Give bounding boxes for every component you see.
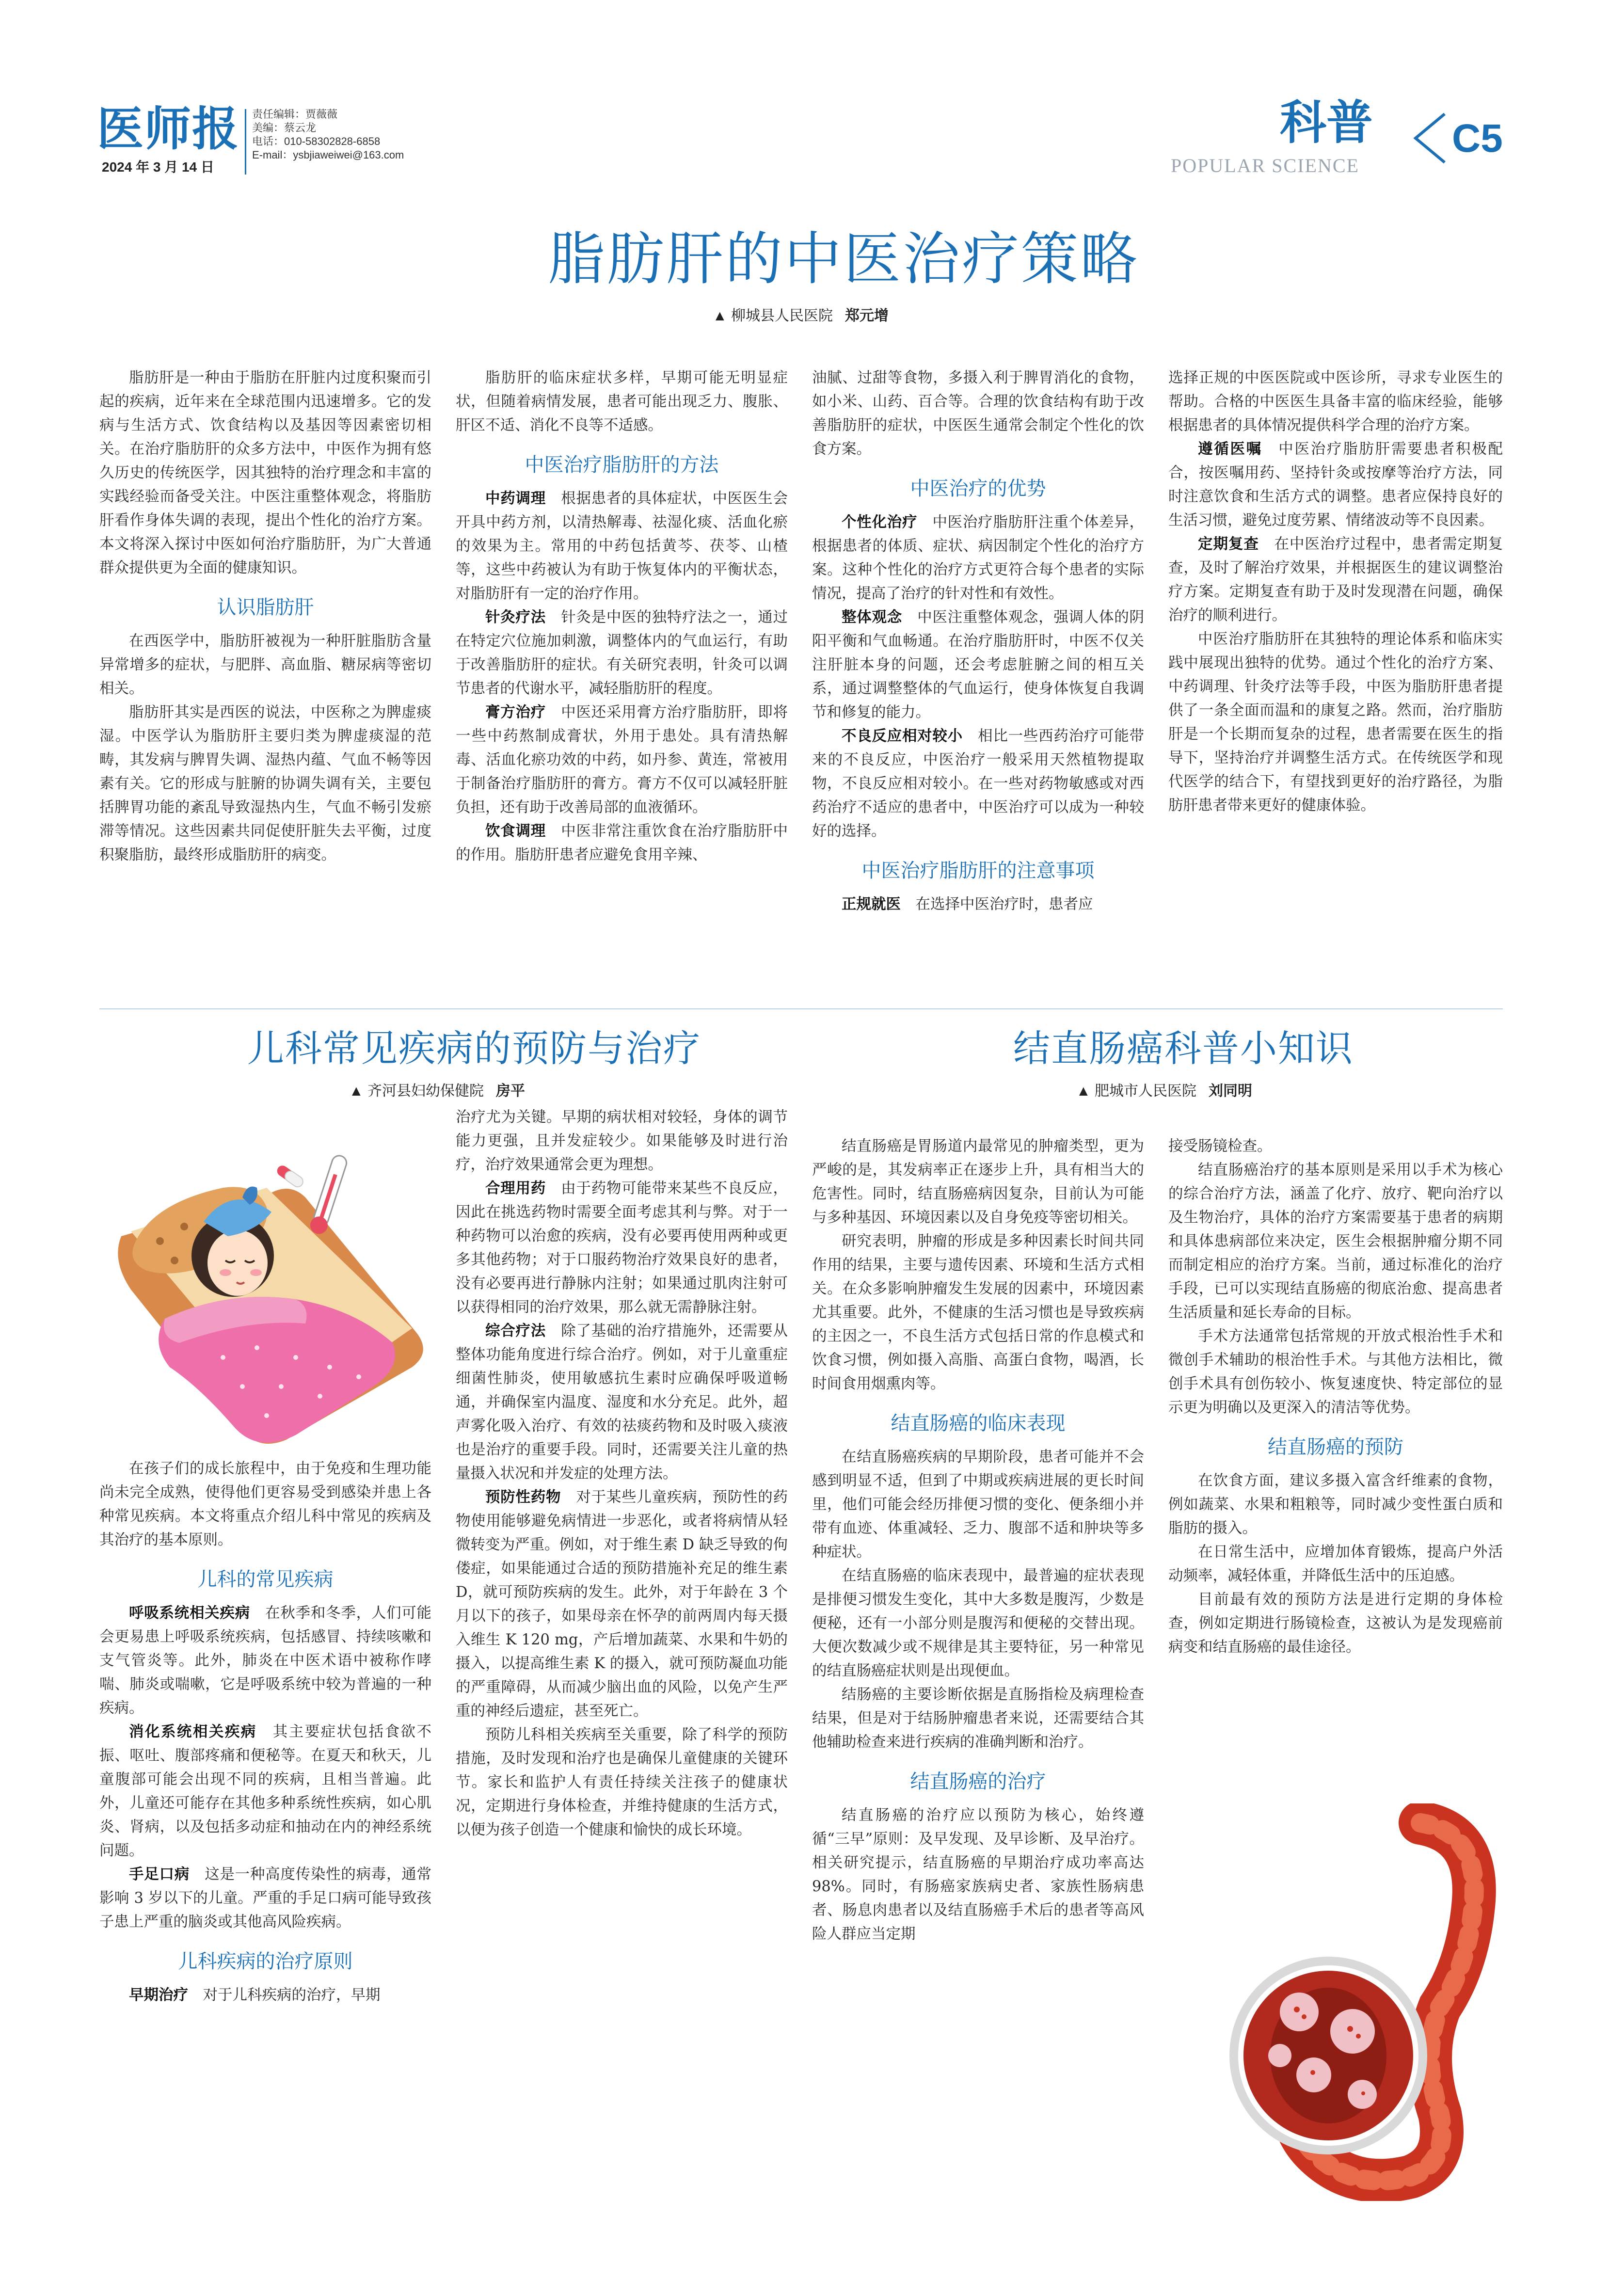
paragraph-text: 结直肠癌是胃肠道内最常见的肿瘤类型，更为严峻的是，其发病率正在逐步上升，具有相当大的危害性。同时，结直肠癌病因复杂，目前认为可能与多种基因、环境因素以及自身免疫等密切相关。 [812, 1138, 1144, 1226]
article1-col3 [812, 366, 1144, 916]
paragraph [1168, 1158, 1503, 1324]
paragraph-keyword: 整体观念 [842, 609, 902, 626]
paragraph [1168, 1134, 1503, 1158]
paragraph [812, 1134, 1144, 1229]
article2-title: 儿科常见疾病的预防与治疗 [247, 1027, 701, 1070]
paragraph-keyword: 消化系统相关疾病 [129, 1723, 257, 1740]
article1-byline [713, 303, 889, 325]
paragraph [99, 366, 431, 580]
section-heading: 儿科疾病的治疗原则 [178, 1950, 353, 1973]
paragraph-text: 脂肪肝其实是西医的说法，中医称之为脾虚痰湿。中医学认为脂肪肝主要归类为脾虚痰湿的范畴，其发病与脾胃失调、湿热内蕴、气血不畅等因素有关。它的形成与脏腑的协调失调有关，主要包括脾胃功能的紊乱导致湿热内生，气血不畅引发瘀滞等情况。这些因素共同促使肝脏失去平衡，过度积聚脂肪，最终形成脂肪肝的病变。 [99, 704, 431, 863]
article1-col4 [1168, 366, 1503, 817]
paragraph-text: 脂肪肝是一种由于脂肪在肝脏内过度积聚而引起的疾病，近年来在全球范围内迅速增多。它的发病与生活方式、饮食结构以及基因等因素密切相关。在治疗脂肪肝的众多方法中，中医作为拥有悠久历史的传统医学，因其独特的治疗理念和丰富的实践经验而备受关注。中医注重整体观念，将脂肪肝看作身体失调的表现，提出个性化的治疗方案。本文将深入探讨中医如何治疗脂肪肝，为广大普通群众提供更为全面的健康知识。 [99, 369, 431, 576]
paragraph-keyword: 个性化治疗 [842, 514, 918, 531]
article1-byline-author: 郑元增 [845, 307, 889, 324]
designer-line: 美编：蔡云龙 [252, 122, 317, 134]
paragraph [456, 1177, 788, 1319]
paragraph-keyword: 预防性药物 [485, 1489, 561, 1506]
paragraph-text: 在中医治疗过程中，患者需定期复查，及时了解治疗效果，并根据医生的建议调整治疗方案。定期复查有助于及时发现潜在问题，确保治疗的顺利进行。 [1168, 536, 1503, 624]
paragraph [456, 701, 788, 819]
section-heading: 认识脂肪肝 [217, 596, 314, 619]
colon-illustration [1168, 1803, 1508, 2201]
paragraph-text: 手术方法通常包括常规的开放式根治性手术和微创手术辅助的根治性手术。与其他方法相比，微创手术具有创伤较小、恢复速度快、特定部位的显示更为明确以及更深入的清洁等优势。 [1168, 1328, 1503, 1416]
paragraph [456, 487, 788, 606]
phone-line: 电话：010-58302828-6858 [252, 135, 381, 147]
article1-col1 [99, 366, 431, 867]
paragraph [812, 1445, 1144, 1564]
section-heading: 中医治疗脂肪肝的方法 [525, 454, 719, 476]
paragraph-text: 对于某些儿童疾病，预防性的药物使用能够避免病情进一步恶化，或者将病情从轻微转变为严重。例如，对于维生素 D 缺乏导致的佝偻症，如果能通过合适的预防措施补充足的维生素 D，就可预防疾病的发生。此外，对于年龄在 3 个月以下的孩子，如果母亲在怀孕的前两周内每天摄入维生 K 120 mg，产后增加蔬菜、水果和牛奶的摄入，以提高维生素 K 的摄入，就可预防凝血功能的严重障碍，从而减少脑出血的风险，以免产生严重的神经后遗症，甚至死亡。 [456, 1489, 788, 1720]
paragraph-text: 油腻、过甜等食物，多摄入利于脾胃消化的食物，如小米、山药、百合等。合理的饮食结构有助于改善脂肪肝的症状，中医医生通常会制定个性化的饮食方案。 [812, 369, 1144, 458]
paragraph-keyword: 合理用药 [485, 1180, 546, 1197]
paragraph-text: 结直肠癌治疗的基本原则是采用以手术为核心的综合治疗方法，涵盖了化疗、放疗、靶向治疗以及生物治疗，具体的治疗方案需要基于患者的病期和具体患病部位来决定，医生会根据肿瘤分期不同而制定相应的治疗方案。当前，通过标准化的治疗手段，已可以实现结直肠癌的彻底治愈、提高患者生活质量和延长寿命的目标。 [1168, 1162, 1503, 1321]
section-english: POPULAR SCIENCE [1171, 155, 1359, 176]
paragraph-keyword: 综合疗法 [485, 1323, 546, 1339]
paragraph [812, 510, 1144, 606]
paragraph-keyword: 正规就医 [842, 896, 901, 913]
section-heading: 儿科的常见疾病 [197, 1568, 334, 1591]
paragraph-keyword: 饮食调理 [485, 823, 546, 840]
paragraph [1168, 366, 1503, 437]
sick-child-illustration [102, 1115, 436, 1454]
article3-col1 [812, 1134, 1144, 1946]
paragraph-text: 治疗尤为关键。早期的病状相对较轻，身体的调节能力更强，且并发症较少。如果能够及时进行治疗，治疗效果通常会更为理想。 [456, 1109, 788, 1173]
paragraph-keyword: 针灸疗法 [485, 609, 546, 626]
paragraph-text: 相比一些西药治疗可能带来的不良反应，中医治疗一般采用天然植物提取物，不良反应相对较小。在一些对药物敏感或对西药治疗不适应的患者中，中医治疗可以成为一种较好的选择。 [812, 728, 1145, 840]
paragraph [1168, 532, 1503, 627]
issue-date: 2024 年 3 月 14 日 [102, 159, 214, 175]
paragraph-text: 中医还采用膏方治疗脂肪肝，即将一些中药熬制成膏状，外用于患处。具有清热解毒、活血化瘀功效的中药，如丹参、黄连，常被用于制备治疗脂肪肝的膏方。膏方不仅可以减轻肝脏负担，还有助于改善局部的血液循环。 [456, 704, 788, 816]
paragraph-text: 针灸是中医的独特疗法之一，通过在特定穴位施加刺激，调整体内的气血运行，有助于改善脂肪肝的症状。有关研究表明，针灸可以调节患者的代谢水平，减轻脂肪肝的程度。 [456, 609, 788, 697]
paragraph-text: 选择正规的中医医院或中医诊所，寻求专业医生的帮助。合格的中医医生具备丰富的临床经验，能够根据患者的具体情况提供科学合理的治疗方案。 [1168, 369, 1503, 434]
paragraph [456, 366, 788, 437]
paragraph [456, 819, 788, 867]
paragraph-text: 在西医学中，脂肪肝被视为一种肝脏脂肪含量异常增多的症状，与肥胖、高血脂、糖尿病等密切相关。 [99, 633, 431, 697]
paragraph-text: 中医治疗脂肪肝在其独特的理论体系和临床实践中展现出独特的优势。通过个性化的治疗方案、中药调理、针灸疗法等手段，中医为脂肪肝患者提供了一条全面而温和的康复之路。然而，治疗脂肪肝是一个长期而复杂的过程，患者需要在医生的指导下，坚持治疗并调整生活方式。在传统医学和现代医学的结合下，有望找到更好的治疗路径，为脂肪肝患者带来更好的健康体验。 [1168, 631, 1503, 814]
paragraph [812, 1683, 1144, 1754]
paragraph [99, 1863, 431, 1934]
paragraph-text: 在饮食方面，建议多摄入富含纤维素的食物，例如蔬菜、水果和粗粮等，同时减少变性蛋白质和脂肪的摄入。 [1168, 1472, 1503, 1537]
section-title: 科普 [1280, 96, 1373, 150]
article3-byline-author: 刘同明 [1209, 1083, 1253, 1100]
paragraph [812, 366, 1144, 461]
section-heading: 结直肠癌的临床表现 [891, 1412, 1066, 1435]
article2-byline [349, 1079, 525, 1100]
paragraph-keyword: 呼吸系统相关疾病 [129, 1605, 250, 1622]
paragraph [1168, 1588, 1503, 1659]
paragraph-keyword: 中药调理 [485, 490, 546, 507]
paragraph [99, 1457, 431, 1552]
chevron-left-icon [1396, 104, 1459, 172]
article1-title: 脂肪肝的中医治疗策略 [548, 225, 1140, 292]
paragraph-text: 在孩子们的成长旅程中，由于免疫和生理功能尚未完全成熟，使得他们更容易受到感染并患上各种常见疾病。本文将重点介绍儿科中常见的疾病及其治疗的基本原则。 [99, 1460, 431, 1548]
email-line: E-mail：ysbjiaweiwei@163.com [252, 149, 404, 161]
editor-line: 责任编辑：贾薇薇 [252, 108, 338, 120]
paragraph-text: 结肠癌的主要诊断依据是直肠指检及病理检查结果，但是对于结肠肿瘤患者来说，还需要结合其他辅助检查来进行疾病的准确判断和治疗。 [812, 1686, 1144, 1751]
paragraph [1168, 1469, 1503, 1540]
paragraph [99, 1601, 431, 1720]
page-number: C5 [1452, 116, 1503, 160]
article3-byline [1076, 1079, 1252, 1100]
paragraph-text: 由于药物可能带来某些不良反应，因此在挑选药物时需要全面考虑其利与弊。对于一种药物可以治愈的疾病，没有必要再使用两种或更多其他药物；对于口服药物治疗效果良好的患者，没有必要再进行静脉内注射；如果通过肌肉注射可以获得相同的治疗效果，那么就无需静脉注射。 [456, 1180, 788, 1316]
paragraph-text: 中医治疗脂肪肝注重个体差异，根据患者的体质、症状、病因制定个性化的治疗方案。这种个性化的治疗方式更符合每个患者的实际情况，提高了治疗的针对性和有效性。 [812, 514, 1145, 602]
paragraph [99, 1983, 431, 2007]
article1-byline-org: ▲ 柳城县人民医院 [713, 308, 833, 324]
paragraph-text: 接受肠镜检查。 [1168, 1138, 1272, 1155]
paragraph-text: 根据患者的具体症状，中医医生会开具中药方剂，以清热解毒、祛湿化痰、活血化瘀的效果为主。常用的中药包括黄芩、茯苓、山楂等，这些中药被认为有助于恢复体内的平衡状态，对脂肪肝有一定的治疗作用。 [456, 490, 788, 602]
paragraph-text: 在日常生活中，应增加体育锻炼，提高户外活动频率，减轻体重，并降低生活中的压迫感。 [1168, 1544, 1503, 1584]
paragraph [812, 606, 1144, 724]
paragraph-keyword: 手足口病 [129, 1866, 190, 1883]
paragraph-keyword: 膏方治疗 [485, 704, 546, 721]
article2-byline-author: 房平 [496, 1083, 526, 1100]
paragraph [812, 724, 1144, 843]
paragraph-text: 目前最有效的预防方法是进行定期的身体检查，例如定期进行肠镜检查，这被认为是发现癌前病变和结直肠癌的最佳途径。 [1168, 1591, 1503, 1656]
paragraph [456, 1319, 788, 1485]
newspaper-logo: 医师报 [97, 102, 239, 156]
paragraph-text: 在结直肠癌的临床表现中，最普遍的症状表现是排便习惯发生变化，其中大多数是腹泻，少数是便秘，还有一小部分则是腹泻和便秘的交替出现。大便次数减少或不规律是其主要特征，另一种常见的结直肠癌症状则是出现便血。 [812, 1567, 1144, 1679]
article3-title: 结直肠癌科普小知识 [1013, 1027, 1354, 1070]
paragraph [1168, 627, 1503, 817]
article-divider [99, 1008, 1503, 1009]
paragraph-text: 这是一种高度传染性的病毒，通常影响 3 岁以下的儿童。严重的手足口病可能导致孩子患上严重的脑炎或其他高风险疾病。 [99, 1866, 432, 1930]
paragraph-text: 在结直肠癌疾病的早期阶段，患者可能并不会感到明显不适，但到了中期或疾病进展的更长时间里，他们可能会经历排便习惯的变化、便条细小并带有血迹、体重减轻、乏力、腹部不适和肿块等多种症状。 [812, 1449, 1144, 1561]
paragraph-keyword: 不良反应相对较小 [842, 728, 963, 745]
section-heading: 结直肠癌的预防 [1268, 1436, 1403, 1458]
paragraph-keyword: 早期治疗 [129, 1987, 188, 2004]
paragraph [812, 893, 1144, 916]
section-heading: 结直肠癌的治疗 [910, 1770, 1046, 1793]
masthead-divider [245, 109, 246, 175]
section-heading: 中医治疗脂肪肝的注意事项 [861, 860, 1095, 882]
paragraph [456, 606, 788, 701]
paragraph-keyword: 遵循医嘱 [1198, 441, 1262, 458]
paragraph-text: 中医注重整体观念，强调人体的阴阳平衡和气血畅通。在治疗脂肪肝时，中医不仅关注肝脏本身的问题，还会考虑脏腑之间的相互关系，通过调整整体的气血运行，使身体恢复自我调节和修复的能力。 [812, 609, 1145, 721]
paragraph-text: 脂肪肝的临床症状多样，早期可能无明显症状，但随着病情发展，患者可能出现乏力、腹胀、肝区不适、消化不良等不适感。 [456, 369, 788, 434]
article2-col1 [99, 1457, 431, 2007]
article3-col2 [1168, 1134, 1503, 1659]
paragraph [812, 1564, 1144, 1683]
paragraph-text: 其主要症状包括食欲不振、呕吐、腹部疼痛和便秘等。在夏天和秋天，儿童腹部可能会出现不同的疾病，且相当普遍。此外，儿童还可能存在其他多种系统性疾病，如心肌炎、肾病，以及包括多动症和抽动在内的神经系统问题。 [99, 1723, 432, 1859]
paragraph [812, 1229, 1144, 1396]
article1-col2 [456, 366, 788, 867]
paragraph-text: 除了基础的治疗措施外，还需要从整体功能角度进行综合治疗。例如，对于儿童重症细菌性肺炎，使用敏感抗生素时应确保呼吸道畅通，并确保室内温度、湿度和水分充足。此外，超声雾化吸入治疗、有效的祛痰药物和及时吸入痰液也是治疗的重要手段。同时，还需要关注儿童的热量摄入状况和并发症的处理方法。 [456, 1323, 788, 1482]
paragraph [99, 629, 431, 701]
paragraph [1168, 437, 1503, 532]
paragraph [456, 1723, 788, 1842]
paragraph [99, 701, 431, 867]
article3-byline-org: ▲ 肥城市人民医院 [1076, 1083, 1197, 1099]
paragraph [456, 1485, 788, 1723]
paragraph-keyword: 定期复查 [1198, 536, 1259, 553]
paragraph-text: 在秋季和冬季，人们可能会更易患上呼吸系统疾病，包括感冒、持续咳嗽和支气管炎等。此外，肺炎在中医术语中被称作哮喘、肺炎或喘嗽，它是呼吸系统中较为普遍的一种疾病。 [99, 1605, 432, 1717]
paragraph-text: 在选择中医治疗时，患者应 [915, 896, 1093, 913]
paragraph [1168, 1324, 1503, 1419]
paragraph-text: 研究表明，肿瘤的形成是多种因素长时间共同作用的结果，主要与遗传因素、环境和生活方式相关。在众多影响肿瘤发生发展的因素中，环境因素尤其重要。此外，不健康的生活习惯也是导致疾病的主因之一，不良生活方式包括日常的作息模式和饮食习惯，例如摄入高脂、高蛋白食物，喝酒，长时间食用烟熏肉等。 [812, 1233, 1144, 1392]
paragraph-text: 中医非常注重饮食在治疗脂肪肝中的作用。脂肪肝患者应避免食用辛辣、 [456, 823, 788, 863]
section-heading: 中医治疗的优势 [910, 478, 1046, 500]
paragraph-text: 结直肠癌的治疗应以预防为核心，始终遵循“三早”原则：及早发现、及早诊断、及早治疗。相关研究提示，结直肠癌的早期治疗成功率高达 98%。同时，有肠癌家族病史者、家族性肠病患者、肠息肉患者以及结直肠癌手术后的患者等高风险人群应当定期 [812, 1807, 1144, 1943]
paragraph [1168, 1540, 1503, 1588]
article2-col2 [456, 1105, 788, 1842]
paragraph [99, 1720, 431, 1863]
editor-credits [252, 108, 404, 162]
paragraph [812, 1803, 1144, 1946]
paragraph-text: 预防儿科相关疾病至关重要，除了科学的预防措施，及时发现和治疗也是确保儿童健康的关键环节。家长和监护人有责任持续关注孩子的健康状况，定期进行身体检查，并维持健康的生活方式，以便为孩子创造一个健康和愉快的成长环境。 [456, 1726, 788, 1838]
paragraph-text: 中医治疗脂肪肝需要患者积极配合，按医嘱用药、坚持针灸或按摩等治疗方法，同时注意饮食和生活方式的调整。患者应保持良好的生活习惯，避免过度劳累、情绪波动等不良因素。 [1168, 441, 1503, 529]
paragraph [456, 1105, 788, 1177]
article2-byline-org: ▲ 齐河县妇幼保健院 [349, 1083, 484, 1099]
paragraph-text: 对于儿科疾病的治疗，早期 [203, 1987, 381, 2004]
